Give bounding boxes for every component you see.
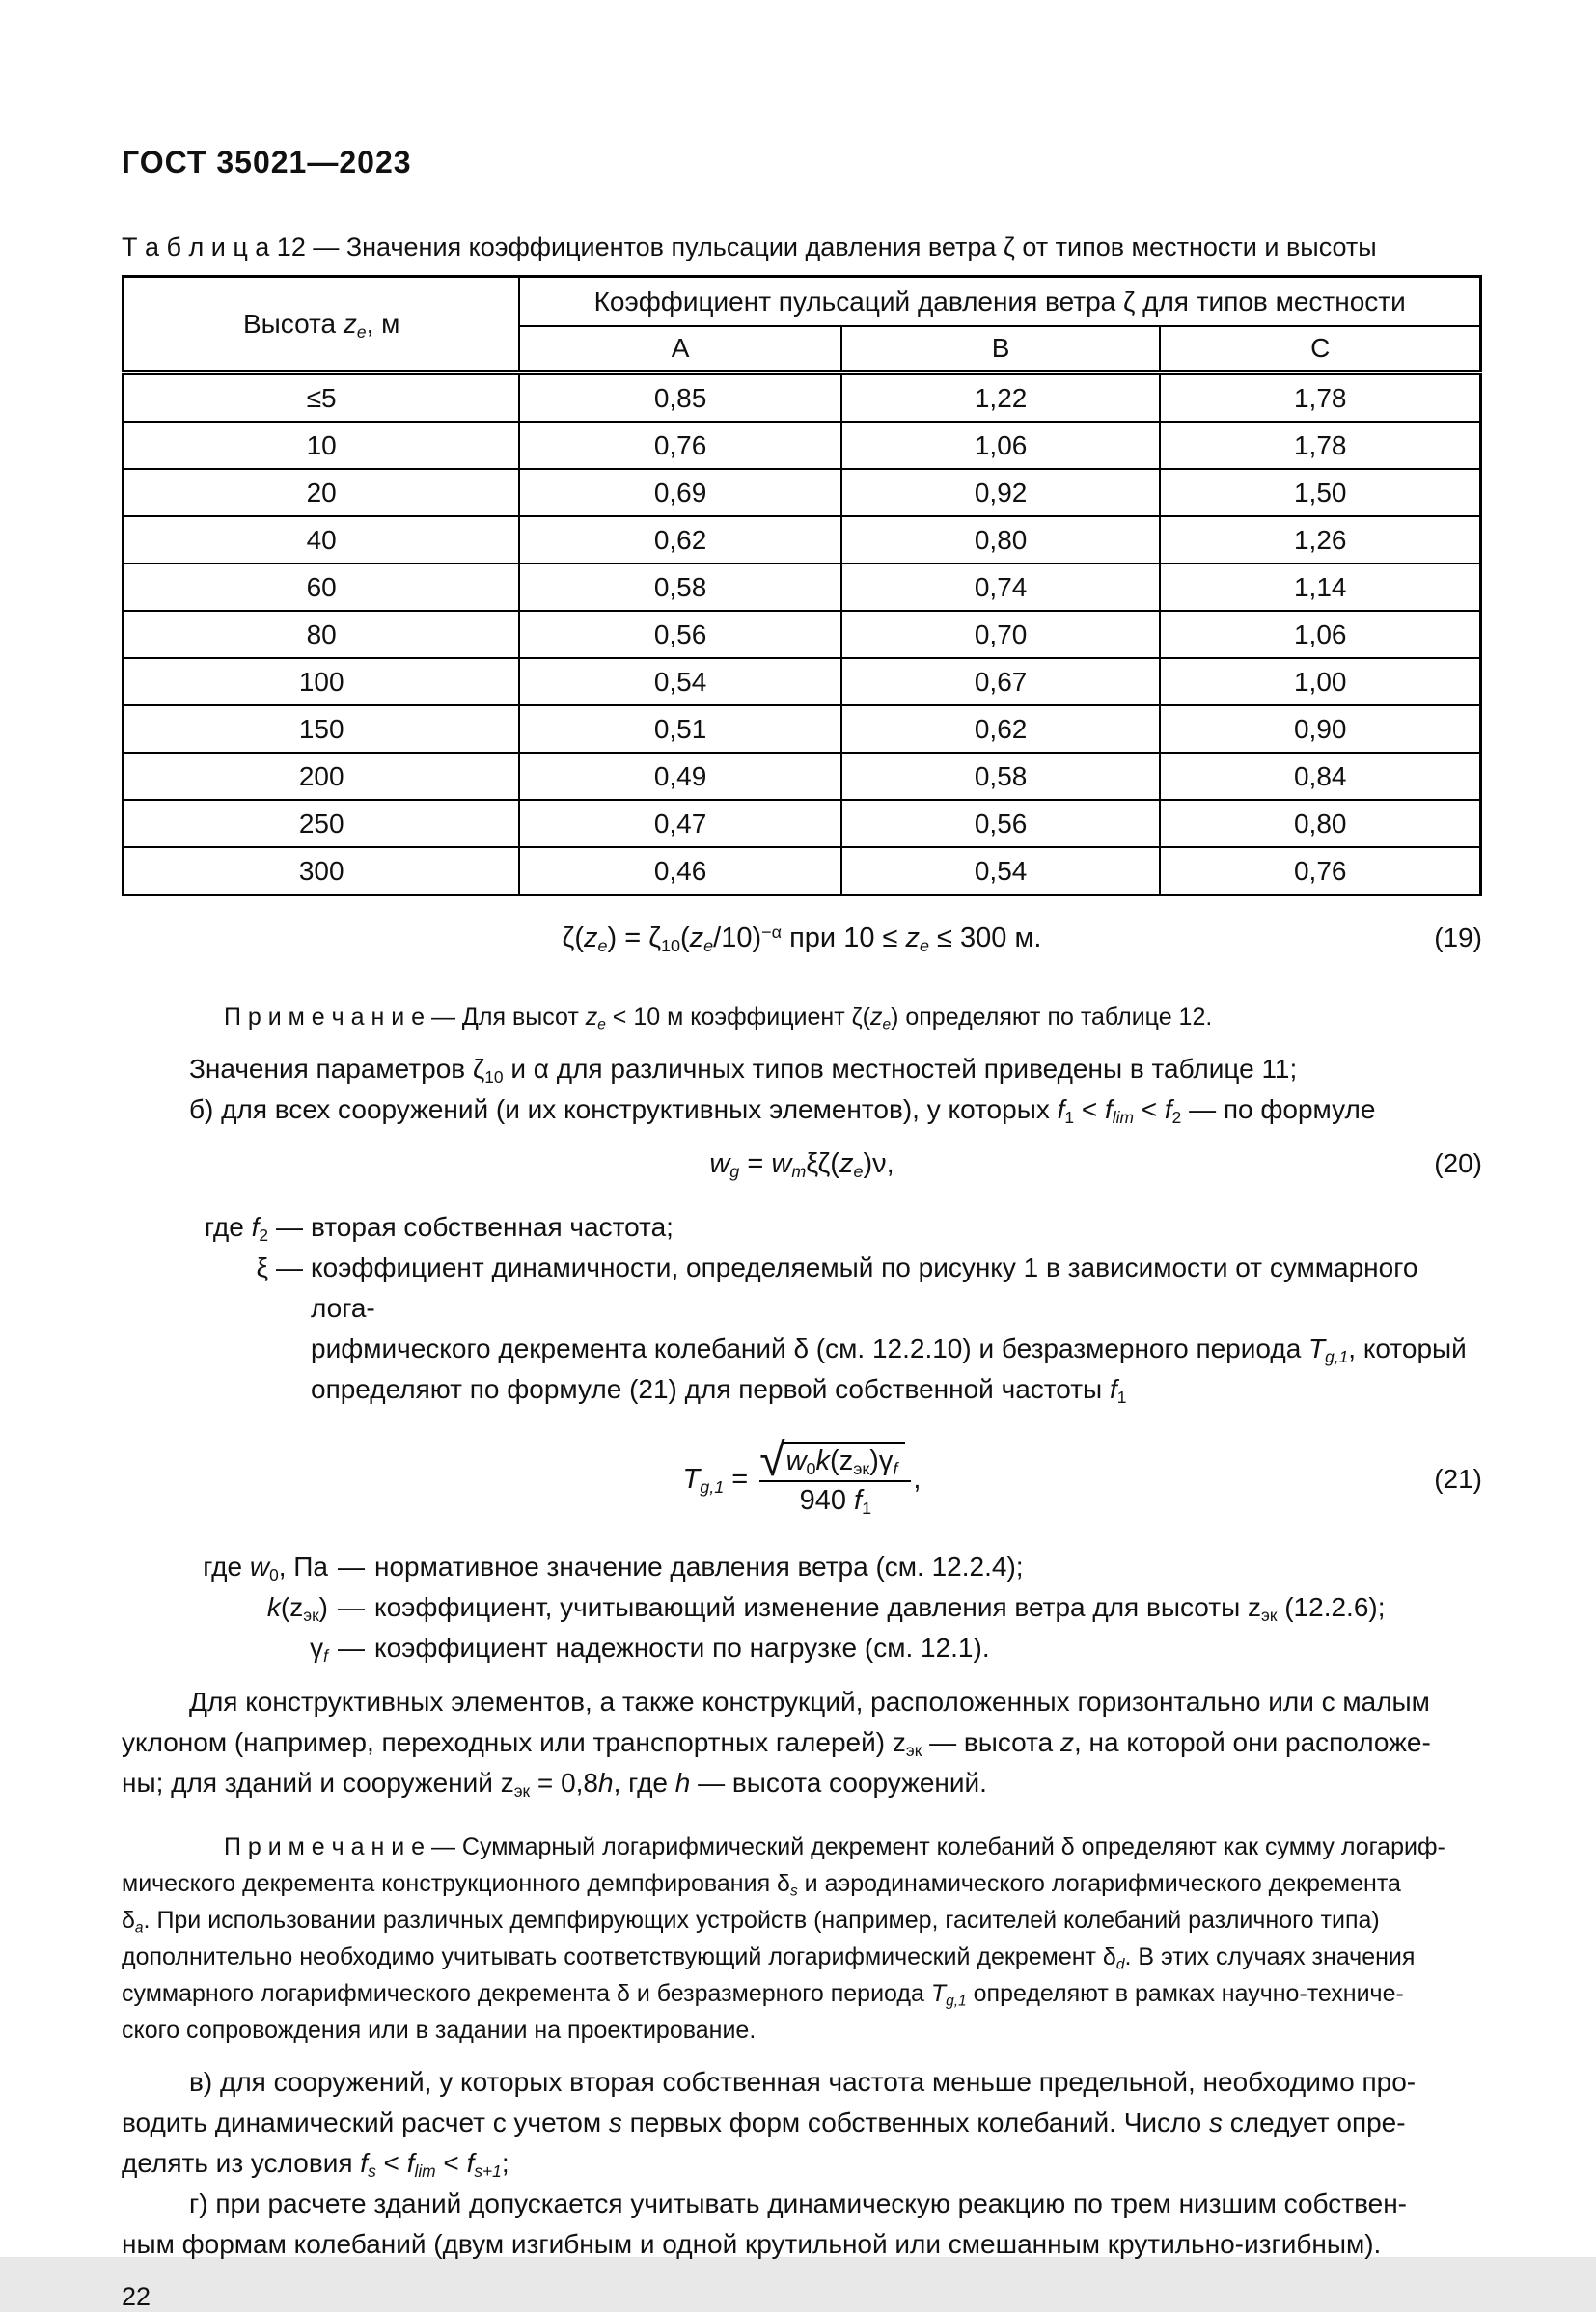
- definition-desc: коэффициент надежности по нагрузке (см. 12.1).: [374, 1633, 990, 1663]
- definition-list-formula-21: [122, 1547, 1482, 1668]
- formula-19: [122, 916, 1482, 960]
- cell-a: 0,46: [519, 847, 840, 895]
- formula-19-number: (19): [1434, 922, 1482, 952]
- formula-21-denominator: 940 $f_1$: [799, 1485, 872, 1519]
- note-paragraph-1: П р и м е ч а н и е — Для высот $z_e < 10$ м коэффициент $\zeta(z_e)$ определяют по таблице 12.: [224, 1004, 1213, 1033]
- formula-21-comma: ,: [913, 1463, 922, 1495]
- page-number: 22: [122, 2282, 151, 2311]
- definition-desc: коэффициент динамичности, определяемый по рисунку 1 в зависимости от суммарного лога- рифмического декремента колебаний δ (см. 12.2.10) и безразмерного периода $T_{g,1}$, который определяют по формуле (21) для первой собственной частоты $f_1$: [311, 1252, 1467, 1407]
- cell-height: 40: [124, 516, 520, 564]
- formula-21-number: (21): [1434, 1464, 1482, 1494]
- formula-21: [122, 1427, 1482, 1531]
- list-item-g: г) при расчете зданий допускается учитывать динамическую реакцию по трем низшим собствен- ным формам колебаний (двум изгибным и одной крутильной или смешанным крутильно-изгибным).: [122, 2188, 1407, 2259]
- definition-term: где $w_0$, Па: [203, 1552, 328, 1584]
- definition-dash: —: [338, 1633, 365, 1663]
- definition-term: ξ: [256, 1252, 268, 1282]
- cell-height: 20: [124, 469, 520, 516]
- table-header-row-1: [124, 277, 1481, 327]
- cell-b: 1,22: [841, 372, 1161, 422]
- table-row: [124, 516, 1481, 564]
- cell-height: 100: [124, 658, 520, 705]
- table-row: [124, 658, 1481, 705]
- cell-height: 10: [124, 422, 520, 469]
- definition-row: [122, 1587, 1482, 1628]
- definition-dash: —: [276, 1252, 303, 1282]
- cell-a: 0,85: [519, 372, 840, 422]
- cell-height: ≤5: [124, 372, 520, 422]
- table-row: [124, 564, 1481, 611]
- definition-row: [122, 1207, 1482, 1248]
- formula-20: [122, 1142, 1482, 1186]
- formula-20-expression: $w_g = w_m\xi\zeta(z_e)\nu$,: [709, 1148, 894, 1182]
- table-row: [124, 753, 1481, 800]
- formula-21-lhs: $T_{g,1}$ =: [682, 1463, 749, 1497]
- cell-height: 80: [124, 611, 520, 658]
- document-header: ГОСТ 35021—2023: [122, 145, 412, 179]
- cell-a: 0,54: [519, 658, 840, 705]
- paragraph-constructive-elements: Для конструктивных элементов, а также конструкций, расположенных горизонтально или с малым уклоном (например, переходных или транспортных галерей) $z_{эк}$ — высота z, на которой они расположе- ны; для зданий и сооружений $z_{эк} = 0,8h$, где h — высота сооружений.: [122, 1687, 1431, 1801]
- cell-c: 0,76: [1160, 847, 1480, 895]
- cell-a: 0,47: [519, 800, 840, 847]
- definition-desc: нормативное значение давления ветра (см. 12.2.4);: [374, 1552, 1024, 1582]
- cell-c: 0,90: [1160, 705, 1480, 753]
- definition-desc: вторая собственная частота;: [311, 1212, 674, 1242]
- definition-term: $k(z_{эк})$: [266, 1592, 328, 1625]
- cell-a: 0,69: [519, 469, 840, 516]
- cell-a: 0,76: [519, 422, 840, 469]
- cell-b: 0,80: [841, 516, 1161, 564]
- cell-c: 1,26: [1160, 516, 1480, 564]
- formula-21-fraction: [759, 1435, 911, 1519]
- cell-a: 0,49: [519, 753, 840, 800]
- list-item-b: б) для всех сооружений (и их конструктивных элементов), у которых $f_1 < f_{lim} < f_2$ — по формуле: [189, 1094, 1376, 1127]
- definition-term: где $f_2$: [204, 1212, 268, 1245]
- list-item-v: в) для сооружений, у которых вторая собственная частота меньше предельной, необходимо про- водить динамический расчет с учетом s первых форм собственных колебаний. Число s следует опре- делять из условия $f_s < f_{lim} < f_{s+1}$;: [122, 2067, 1417, 2181]
- cell-height: 200: [124, 753, 520, 800]
- cell-c: 1,78: [1160, 372, 1480, 422]
- formula-19-expression: $\zeta(z_e) = \zeta_{10}(z_e/10)^{-\alpha}$ при $10 \le z_e \le 300$ м.: [562, 922, 1042, 956]
- cell-c: 0,80: [1160, 800, 1480, 847]
- cell-height: 150: [124, 705, 520, 753]
- table-caption: Т а б л и ц а 12 — Значения коэффициентов пульсации давления ветра ζ от типов местности и высоты: [122, 233, 1377, 261]
- cell-c: 1,78: [1160, 422, 1480, 469]
- cell-b: 0,62: [841, 705, 1161, 753]
- cell-b: 0,58: [841, 753, 1161, 800]
- cell-b: 0,70: [841, 611, 1161, 658]
- cell-b: 0,67: [841, 658, 1161, 705]
- cell-b: 0,54: [841, 847, 1161, 895]
- col-header-terrain-a: А: [519, 326, 840, 372]
- cell-b: 0,56: [841, 800, 1161, 847]
- formula-21-expression: [683, 1427, 922, 1531]
- table-row: [124, 847, 1481, 895]
- formula-20-number: (20): [1434, 1148, 1482, 1178]
- square-root-symbol: √: [759, 1435, 785, 1486]
- definition-dash: —: [338, 1552, 365, 1582]
- cell-c: 1,14: [1160, 564, 1480, 611]
- definition-desc: коэффициент, учитывающий изменение давления ветра для высоты $z_{эк}$ (12.2.6);: [374, 1592, 1386, 1625]
- cell-c: 1,00: [1160, 658, 1480, 705]
- note-paragraph-2: П р и м е ч а н и е — Суммарный логарифмический декремент колебаний δ определяют как сумму логариф- мического декремента конструкционного демпфирования $\delta_s$ и аэродинамического логарифмического декремента $\delta_a$. При использовании различных демпфирующих устройств (например, гасителей колебаний различного типа) дополнительно необходимо учитывать соответствующий логарифмический декремент $\delta_d$. В этих случаях значения суммарного логарифмического декремента δ и безразмерного периода $T_{g,1}$ определяют в рамках научно-техниче- ского сопровождения или в задании на проектирование.: [122, 1833, 1445, 2044]
- cell-height: 250: [124, 800, 520, 847]
- pulsation-coefficients-table: [122, 275, 1482, 896]
- cell-b: 1,06: [841, 422, 1161, 469]
- definition-row: [122, 1248, 1482, 1410]
- col-header-terrain-b: В: [841, 326, 1161, 372]
- cell-height: 300: [124, 847, 520, 895]
- table-row: [124, 800, 1481, 847]
- definition-list-formula-20: [122, 1207, 1482, 1410]
- table-row: [124, 372, 1481, 422]
- table-row: [124, 705, 1481, 753]
- definition-row: [122, 1628, 1482, 1668]
- paragraph-zeta-params: Значения параметров $\zeta_{10}$ и α для различных типов местностей приведены в таблице 11;: [189, 1054, 1298, 1087]
- definition-row: [122, 1547, 1482, 1587]
- cell-b: 0,92: [841, 469, 1161, 516]
- table-row: [124, 469, 1481, 516]
- cell-a: 0,62: [519, 516, 840, 564]
- col-header-terrain-c: С: [1160, 326, 1480, 372]
- cell-c: 0,84: [1160, 753, 1480, 800]
- cell-c: 1,50: [1160, 469, 1480, 516]
- cell-height: 60: [124, 564, 520, 611]
- col-header-group: Коэффициент пульсаций давления ветра ζ для типов местности: [519, 277, 1480, 327]
- cell-a: 0,56: [519, 611, 840, 658]
- cell-b: 0,74: [841, 564, 1161, 611]
- cell-a: 0,51: [519, 705, 840, 753]
- definition-dash: —: [276, 1212, 303, 1242]
- cell-a: 0,58: [519, 564, 840, 611]
- definition-term: $\gamma_f$: [310, 1633, 328, 1665]
- table-row: [124, 422, 1481, 469]
- col-header-height: Высота $z_e$, м: [124, 277, 520, 373]
- definition-dash: —: [338, 1592, 365, 1622]
- formula-21-numerator: √ $w_0k(z_{эк})\gamma_f$: [759, 1442, 911, 1482]
- cell-c: 1,06: [1160, 611, 1480, 658]
- table-row: [124, 611, 1481, 658]
